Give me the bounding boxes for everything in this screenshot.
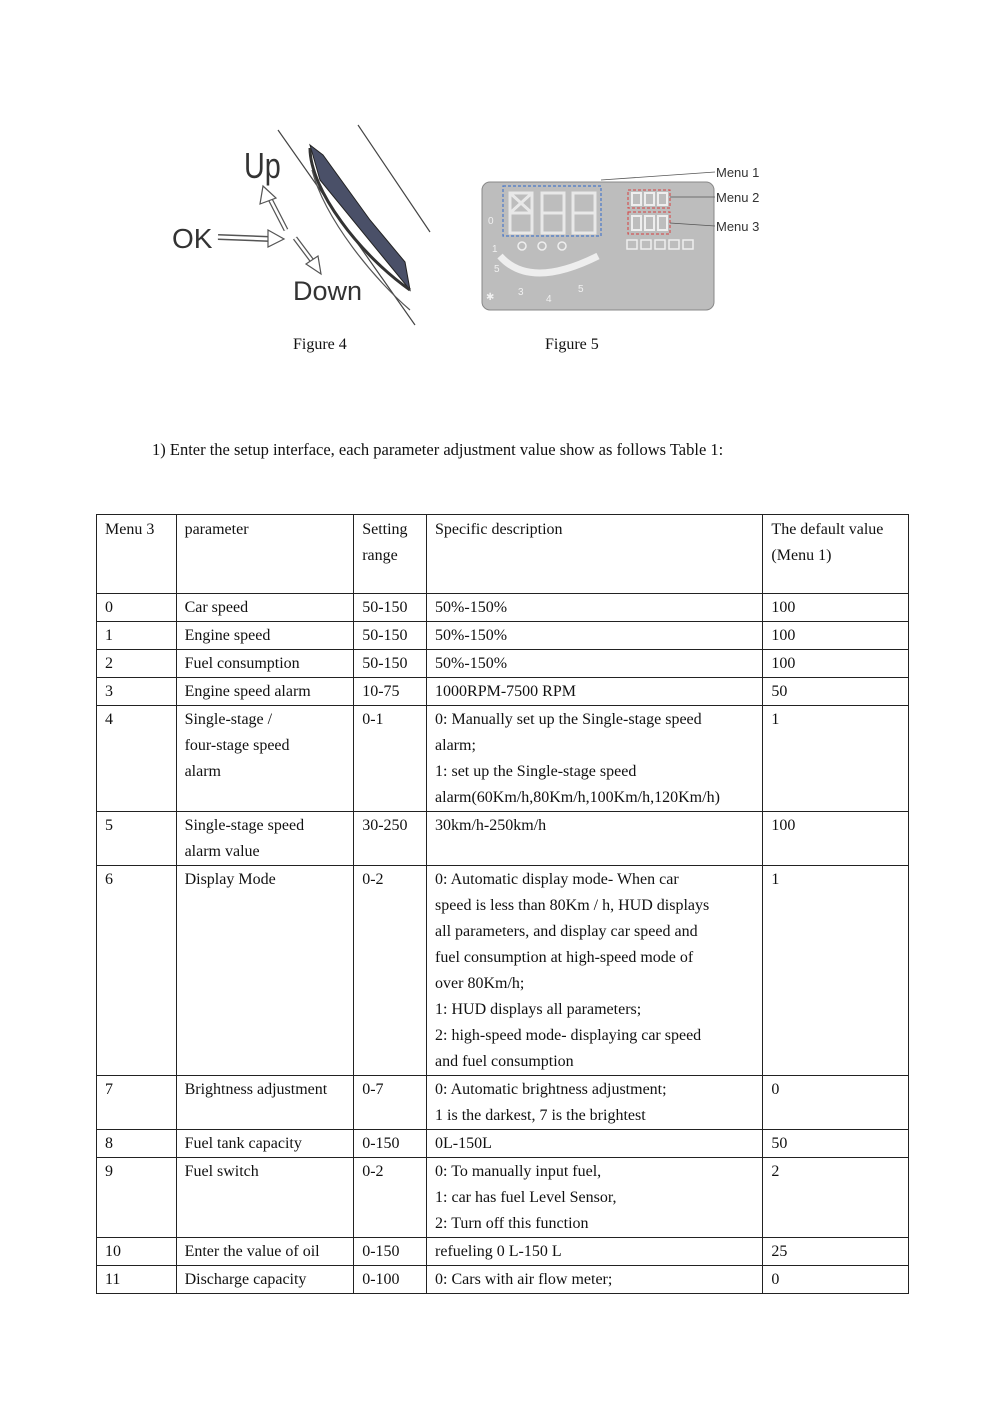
figure-4-caption: Figure 4 [293, 336, 347, 353]
ok-label: OK [172, 223, 213, 254]
table-cell: 1000RPM-7500 RPM [427, 678, 763, 706]
table-cell: 5 [97, 812, 177, 866]
table-row [97, 678, 909, 706]
table-cell: Fuel switch [176, 1158, 354, 1238]
svg-text:5: 5 [578, 284, 584, 295]
table-cell: Single-stage speed alarm value [176, 812, 354, 866]
table-cell: 1 [763, 706, 909, 812]
table-cell: 0-150 [354, 1130, 427, 1158]
table-cell: 2 [97, 650, 177, 678]
table-cell: Car speed [176, 594, 354, 622]
table-cell: 100 [763, 650, 909, 678]
header-parameter: parameter [176, 515, 354, 594]
table-row [97, 650, 909, 678]
menu-1-label: Menu 1 [716, 165, 760, 180]
ok-arrow-icon [218, 230, 284, 247]
table-cell: 1 [97, 622, 177, 650]
table-cell: Enter the value of oil [176, 1238, 354, 1266]
table-cell: 50-150 [354, 650, 427, 678]
table-cell: 50 [763, 678, 909, 706]
header-menu3: Menu 3 [97, 515, 177, 594]
table-cell: 6 [97, 866, 177, 1076]
svg-text:5: 5 [494, 264, 500, 275]
table-cell: 0L-150L [427, 1130, 763, 1158]
table-cell: 25 [763, 1238, 909, 1266]
table-cell: Brightness adjustment [176, 1076, 354, 1130]
parameter-table [96, 514, 909, 1294]
table-row [97, 622, 909, 650]
svg-text:0: 0 [488, 216, 494, 227]
table-cell: 0: To manually input fuel, 1: car has fuel Level Sensor, 2: Turn off this function [427, 1158, 763, 1238]
table-cell: 0 [97, 594, 177, 622]
table-cell: 0-1 [354, 706, 427, 812]
table-cell: 0: Automatic display mode- When car speed is less than 80Km / h, HUD displays all parameters, and display car speed and fuel consumption at high-speed mode of over 80Km/h; 1: HUD displays all parameters; 2: high-speed mode- displaying car speed and fuel consumption [427, 866, 763, 1076]
figure-5-caption: Figure 5 [545, 336, 599, 353]
table-cell: Engine speed alarm [176, 678, 354, 706]
down-arrow-icon [295, 238, 321, 274]
table-row [97, 866, 909, 1076]
table-cell: Discharge capacity [176, 1266, 354, 1294]
intro-paragraph: 1) Enter the setup interface, each parameter adjustment value show as follows Table 1: [152, 440, 724, 459]
svg-text:✱: ✱ [486, 292, 495, 303]
table-cell: Single-stage / four-stage speed alarm [176, 706, 354, 812]
table-cell: 30km/h-250km/h [427, 812, 763, 866]
table-cell: 10 [97, 1238, 177, 1266]
table-cell: 0: Manually set up the Single-stage speed alarm; 1: set up the Single-stage speed alarm(60Km/h,80Km/h,100Km/h,120Km/h) [427, 706, 763, 812]
table-cell: 50%-150% [427, 650, 763, 678]
table-cell: 100 [763, 622, 909, 650]
table-row [97, 1158, 909, 1238]
figure-5-illustration [470, 160, 790, 320]
svg-text:1: 1 [492, 244, 498, 255]
figure-4-illustration [160, 120, 450, 330]
menu-2-label: Menu 2 [716, 190, 760, 205]
table-cell: Fuel tank capacity [176, 1130, 354, 1158]
table-row [97, 706, 909, 812]
table-cell: 50%-150% [427, 622, 763, 650]
header-default-value: The default value (Menu 1) [763, 515, 909, 594]
table-cell: 10-75 [354, 678, 427, 706]
table-cell: 0-2 [354, 1158, 427, 1238]
table-cell: 30-250 [354, 812, 427, 866]
table-cell: 1 [763, 866, 909, 1076]
table-cell: 8 [97, 1130, 177, 1158]
table-row [97, 1238, 909, 1266]
table-cell: 100 [763, 594, 909, 622]
table-cell: 0-150 [354, 1238, 427, 1266]
up-label: Up [244, 144, 281, 186]
table-cell: 0: Automatic brightness adjustment; 1 is the darkest, 7 is the brightest [427, 1076, 763, 1130]
table-cell: Fuel consumption [176, 650, 354, 678]
table-row [97, 1076, 909, 1130]
down-label: Down [293, 276, 363, 306]
table-row [97, 594, 909, 622]
table-cell: refueling 0 L-150 L [427, 1238, 763, 1266]
table-cell: 0 [763, 1076, 909, 1130]
table-cell: 100 [763, 812, 909, 866]
table-cell: 0-2 [354, 866, 427, 1076]
table-cell: 9 [97, 1158, 177, 1238]
table-header-row [97, 515, 909, 594]
header-description: Specific description [427, 515, 763, 594]
table-cell: Engine speed [176, 622, 354, 650]
table-cell: 2 [763, 1158, 909, 1238]
header-setting-range: Setting range [354, 515, 427, 594]
menu-3-label: Menu 3 [716, 219, 760, 234]
table-cell: 0: Cars with air flow meter; [427, 1266, 763, 1294]
table-cell: 11 [97, 1266, 177, 1294]
table-cell: 50-150 [354, 622, 427, 650]
table-cell: 50%-150% [427, 594, 763, 622]
table-row [97, 1130, 909, 1158]
table-cell: 50-150 [354, 594, 427, 622]
table-cell: 4 [97, 706, 177, 812]
table-cell: 7 [97, 1076, 177, 1130]
table-row [97, 812, 909, 866]
svg-text:3: 3 [518, 287, 524, 298]
svg-text:4: 4 [546, 294, 552, 305]
table-cell: 50 [763, 1130, 909, 1158]
table-cell: 3 [97, 678, 177, 706]
table-row [97, 1266, 909, 1294]
table-cell: 0 [763, 1266, 909, 1294]
table-cell: 0-100 [354, 1266, 427, 1294]
up-arrow-icon [260, 186, 286, 230]
table-cell: Display Mode [176, 866, 354, 1076]
table-cell: 0-7 [354, 1076, 427, 1130]
